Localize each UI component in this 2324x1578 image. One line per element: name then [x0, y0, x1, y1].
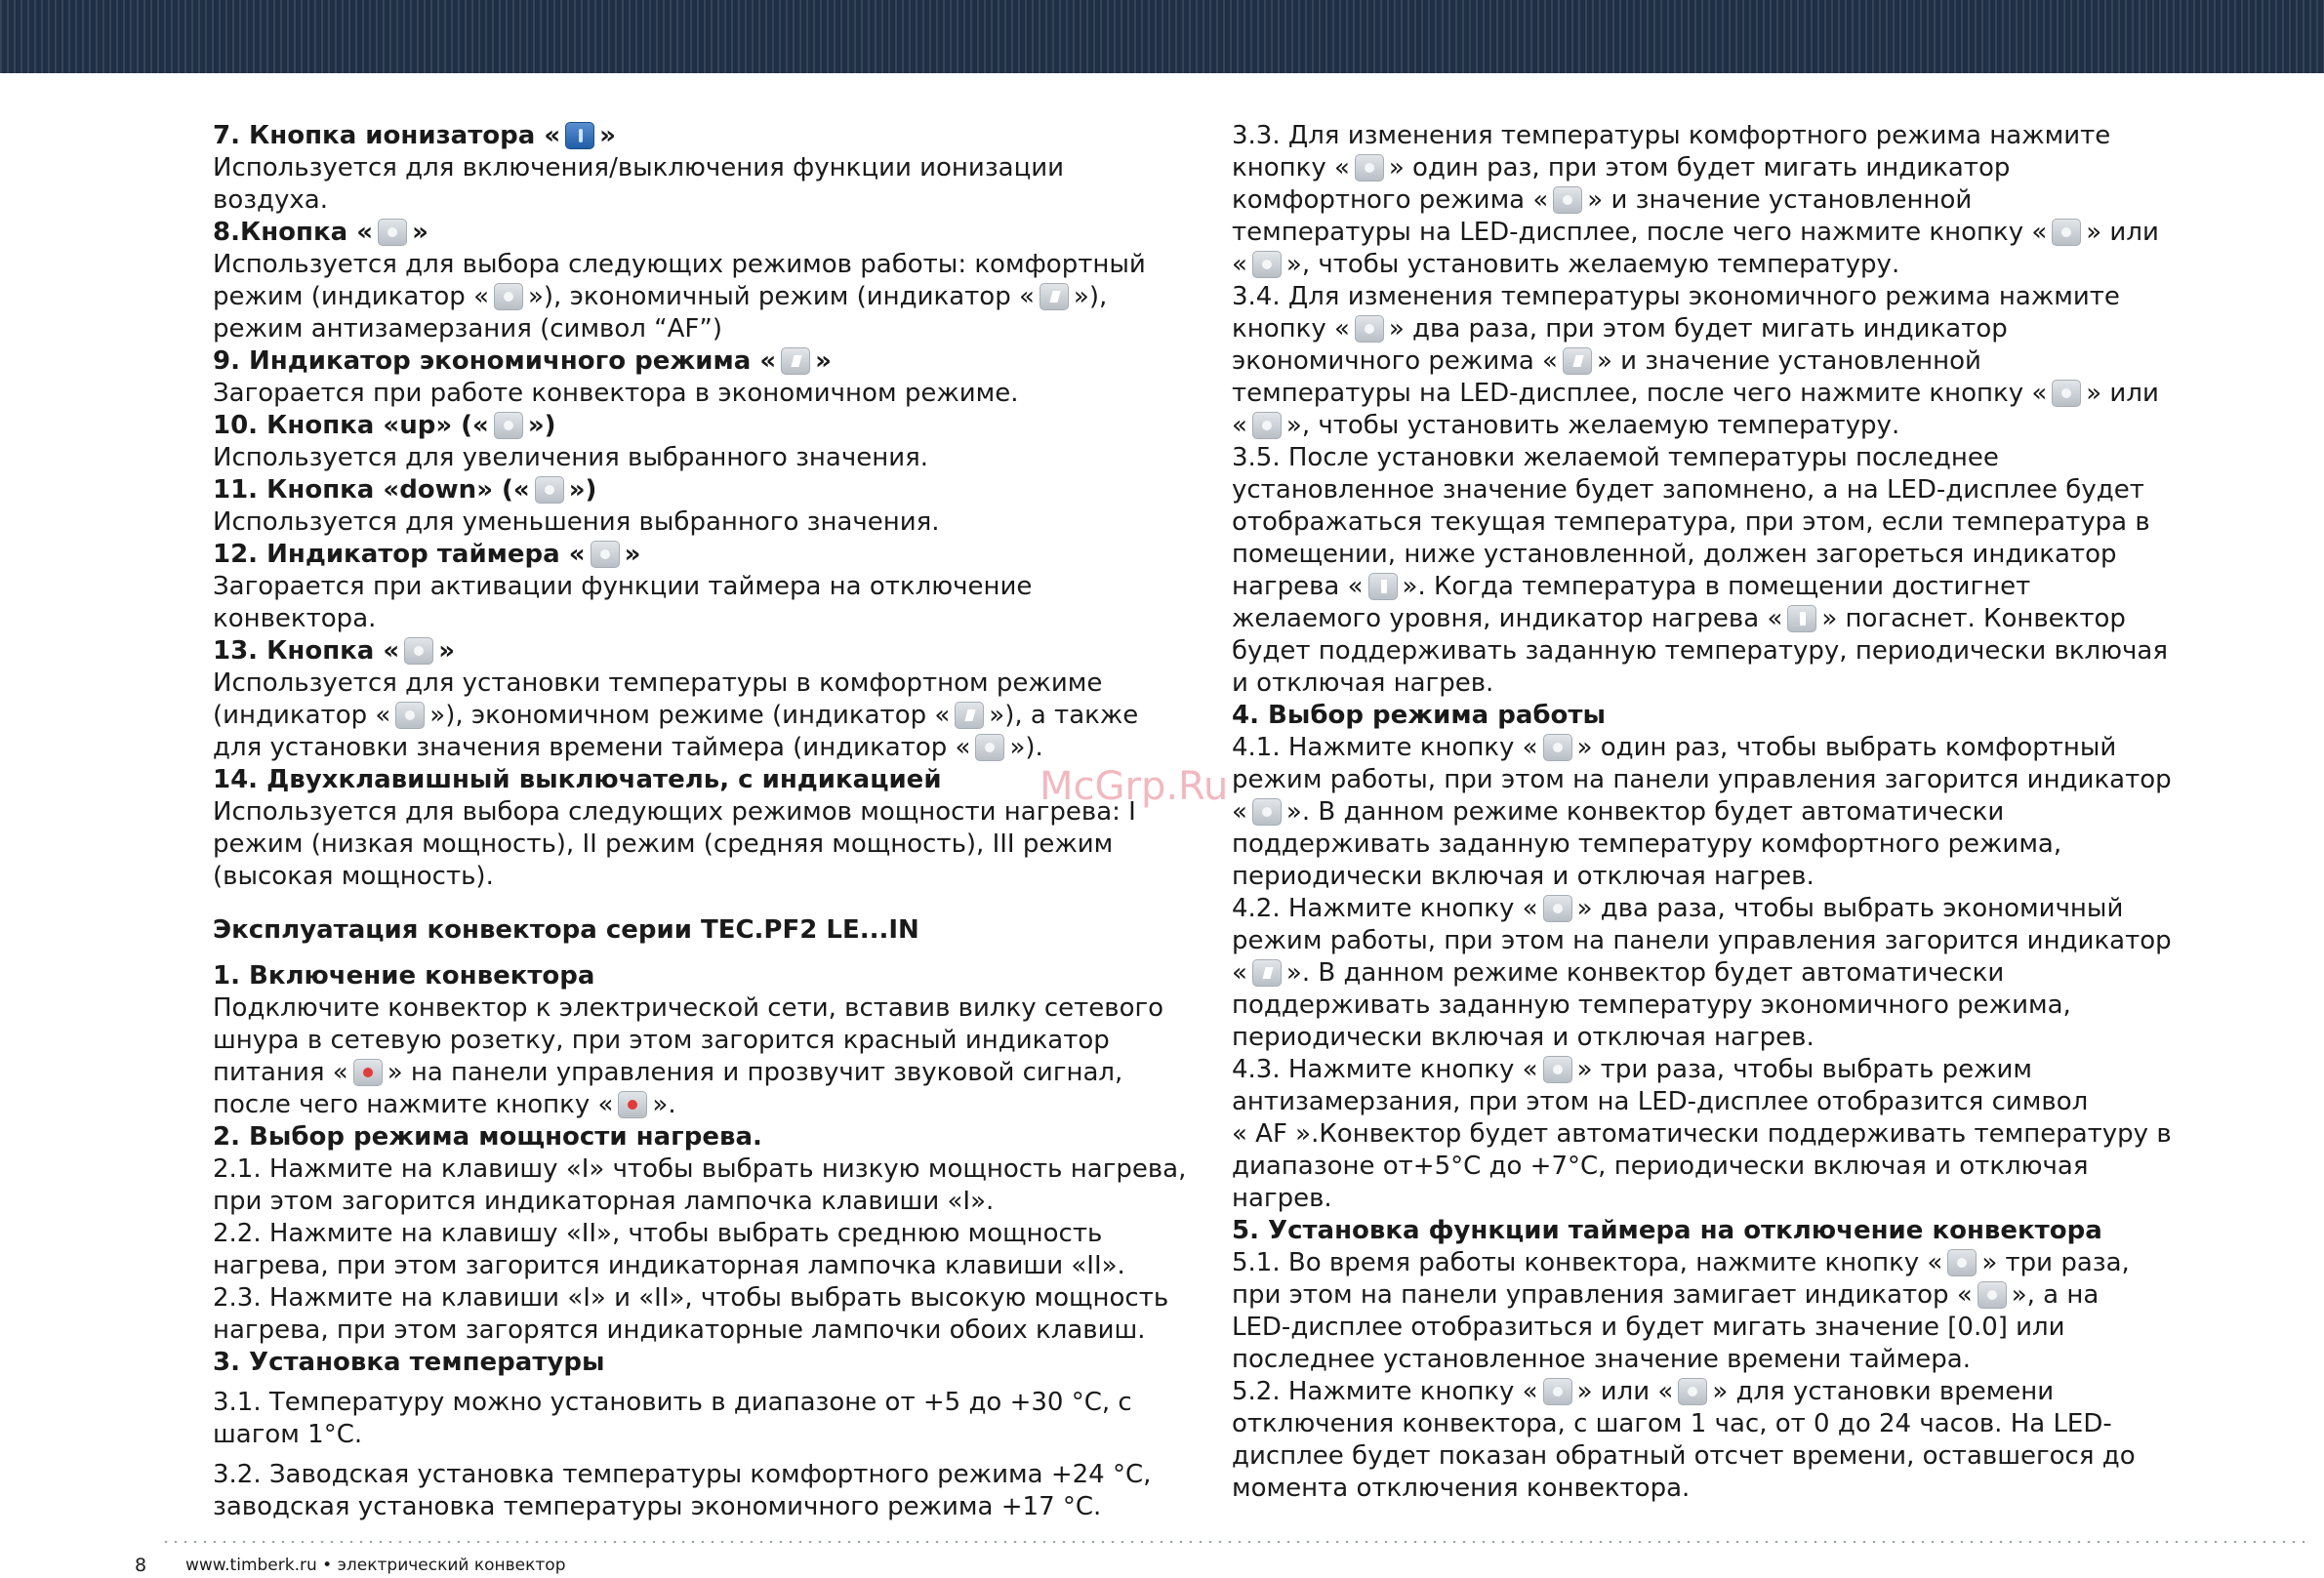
text-line: 4.2. Нажмите кнопку « » два раза, чтобы выбрать экономичный — [1232, 894, 2124, 923]
text-line: 2.2. Нажмите на клавишу «II», чтобы выбрать среднюю мощность — [213, 1219, 1103, 1248]
ionizer-heading: 7. Кнопка ионизатора « » — [213, 121, 616, 150]
text-line: 3.3. Для изменения температуры комфортного режима нажмите — [1232, 121, 2111, 150]
right-column — [1232, 120, 2208, 1505]
text-line: установленное значение будет запомнено, а на LED-дисплее будет — [1232, 475, 2144, 505]
text-line: нагрева, при этом загорится индикаторная лампочка клавиши «II». — [213, 1251, 1125, 1280]
timer-icon — [591, 541, 620, 568]
subsection-heading: 3. Установка температуры — [213, 1348, 605, 1377]
set-icon — [1355, 315, 1384, 343]
text-line: желаемого уровня, индикатор нагрева « » погаснет. Конвектор — [1232, 604, 2126, 633]
text-line: температуры на LED-дисплее, после чего нажмите кнопку « » или — [1232, 379, 2159, 408]
text-line: воздуха. — [213, 185, 329, 215]
eco-indicator-icon — [955, 702, 984, 729]
text-line: отображаться текущая температура, при этом, если температура в — [1232, 507, 2150, 537]
text-line: комфортного режима « » и значение установленной — [1232, 185, 1973, 215]
text-line: кнопку « » один раз, при этом будет мигать индикатор — [1232, 153, 2011, 182]
text-line: режим работы, при этом на панели управления загорится индикатор — [1232, 926, 2172, 955]
section-title: Эксплуатация конвектора серии TEC.PF2 LE...IN — [213, 915, 919, 945]
text-line: конвектора. — [213, 604, 377, 633]
watermark: McGrp.Ru — [1040, 764, 1229, 809]
text-line: 3.1. Температуру можно установить в диапазоне от +5 до +30 °С, с — [213, 1388, 1132, 1417]
timer-icon — [975, 734, 1004, 761]
text-line: Подключите конвектор к электрической сети, вставив вилку сетевого — [213, 993, 1164, 1023]
up-button-heading: 10. Кнопка «up» (« ») — [213, 411, 556, 440]
text-line: 3.2. Заводская установка температуры комфортного режима +24 °С, — [213, 1460, 1152, 1489]
text-line: Загорается при активации функции таймера на отключение — [213, 572, 1033, 601]
text-line: 5.2. Нажмите кнопку « » или « » для установки времени — [1232, 1377, 2055, 1406]
mode-icon — [378, 219, 407, 246]
text-line: LED-дисплее отобразиться и будет мигать значение [0.0] или — [1232, 1313, 2065, 1342]
text-line: помещении, ниже установленной, должен загореться индикатор — [1232, 540, 2117, 569]
down-button-heading: 11. Кнопка «down» (« ») — [213, 475, 597, 505]
up-icon — [1543, 1378, 1572, 1405]
set-button-heading: 13. Кнопка « » — [213, 636, 455, 666]
text-line: Используется для включения/выключения функции ионизации — [213, 153, 1065, 182]
comfort-indicator-icon — [494, 283, 523, 310]
down-icon — [535, 476, 564, 504]
eco-indicator-icon — [1563, 347, 1592, 375]
down-icon — [1252, 412, 1282, 439]
mode-icon — [1543, 1056, 1572, 1083]
text-line: 3.4. Для изменения температуры экономичного режима нажмите — [1232, 282, 2120, 311]
timer-icon — [1977, 1281, 2007, 1309]
power-button-icon — [618, 1091, 647, 1118]
eco-indicator-icon — [1252, 959, 1282, 987]
down-icon — [1252, 251, 1282, 278]
text-line: последнее установленное значение времени таймера. — [1232, 1345, 1971, 1374]
page-number: 8 — [135, 1555, 147, 1576]
eco-indicator-heading: 9. Индикатор экономичного режима « » — [213, 346, 832, 376]
text-line: поддерживать заданную температуру комфортного режима, — [1232, 829, 2062, 859]
text-line: периодически включая и отключая нагрев. — [1232, 862, 1814, 891]
text-line: (индикатор « »), экономичном режиме (индикатор « »), а также — [213, 701, 1139, 730]
footer-text: www.timberk.ru • электрический конвектор — [185, 1556, 566, 1575]
eco-indicator-icon — [1040, 283, 1069, 310]
heating-indicator-icon — [1787, 605, 1816, 632]
text-line: заводская установка температуры экономичного режима +17 °С. — [213, 1492, 1102, 1521]
text-line: и отключая нагрев. — [1232, 668, 1494, 698]
subsection-heading: 4. Выбор режима работы — [1232, 701, 1606, 730]
mode-icon — [1543, 734, 1572, 761]
eco-indicator-icon — [781, 347, 810, 375]
text-line: нагрев. — [1232, 1184, 1332, 1213]
text-line: « AF ».Конвектор будет автоматически поддерживать температуру в — [1232, 1119, 2172, 1149]
text-line: « ». В данном режиме конвектор будет автоматически — [1232, 797, 2005, 827]
text-line: температуры на LED-дисплее, после чего нажмите кнопку « » или — [1232, 218, 2159, 247]
text-line: отключения конвектора, с шагом 1 час, от 0 до 24 часов. На LED- — [1232, 1409, 2112, 1438]
text-line: будет поддерживать заданную температуру, периодически включая — [1232, 636, 2168, 666]
text-line: для установки значения времени таймера (индикатор « »). — [213, 733, 1043, 762]
text-line: « ». В данном режиме конвектор будет автоматически — [1232, 958, 2005, 988]
text-line: 2.3. Нажмите на клавиши «I» и «II», чтобы выбрать высокую мощность — [213, 1283, 1169, 1313]
down-icon — [1678, 1378, 1707, 1405]
text-line: Используется для уменьшения выбранного значения. — [213, 507, 940, 537]
mode-button-heading: 8.Кнопка « » — [213, 218, 428, 247]
text-line: 5.1. Во время работы конвектора, нажмите кнопку « » три раза, — [1232, 1248, 2130, 1277]
timer-indicator-heading: 12. Индикатор таймера « » — [213, 540, 641, 569]
text-line: (высокая мощность). — [213, 862, 494, 891]
left-column — [213, 120, 1189, 1523]
ionizer-icon — [565, 122, 594, 149]
set-icon — [1947, 1249, 1977, 1276]
set-icon — [1355, 154, 1384, 182]
text-line: шагом 1°С. — [213, 1420, 363, 1449]
text-line: 2.1. Нажмите на клавишу «I» чтобы выбрать низкую мощность нагрева, — [213, 1154, 1187, 1184]
text-line: режим работы, при этом на панели управления загорится индикатор — [1232, 765, 2172, 794]
switch-heading: 14. Двухклавишный выключатель, с индикацией — [213, 765, 942, 794]
text-line: диапазоне от+5°С до +7°С, периодически включая и отключая — [1232, 1152, 2089, 1181]
text-line: антизамерзания, при этом на LED-дисплее отобразится символ — [1232, 1087, 2089, 1116]
text-line: при этом загорится индикаторная лампочка клавиши «I». — [213, 1187, 995, 1216]
text-line: режим антизамерзания (символ “AF”) — [213, 314, 722, 344]
set-icon — [404, 637, 433, 665]
text-line: Используется для выбора следующих режимов работы: комфортный — [213, 250, 1146, 279]
text-line: 4.1. Нажмите кнопку « » один раз, чтобы выбрать комфортный — [1232, 733, 2117, 762]
subsection-heading: 2. Выбор режима мощности нагрева. — [213, 1122, 762, 1152]
text-line: дисплее будет показан обратный отсчет времени, оставшегося до — [1232, 1441, 2136, 1471]
power-indicator-icon — [353, 1059, 383, 1086]
subsection-heading: 5. Установка функции таймера на отключение конвектора — [1232, 1216, 2102, 1245]
comfort-indicator-icon — [395, 702, 425, 729]
text-line: нагрева « ». Когда температура в помещении достигнет — [1232, 572, 2031, 601]
up-icon — [2052, 219, 2081, 246]
text-line: Используется для установки температуры в комфортном режиме — [213, 668, 1103, 698]
footer-divider — [161, 1541, 2308, 1543]
mode-icon — [1543, 895, 1572, 922]
text-line: при этом на панели управления замигает индикатор « », а на — [1232, 1280, 2100, 1310]
text-line: режим (индикатор « »), экономичный режим (индикатор « »), — [213, 282, 1108, 311]
text-line: периодически включая и отключая нагрев. — [1232, 1023, 1814, 1052]
text-line: 4.3. Нажмите кнопку « » три раза, чтобы выбрать режим — [1232, 1055, 2033, 1084]
text-line: питания « » на панели управления и прозвучит звуковой сигнал, — [213, 1058, 1123, 1087]
up-icon — [2052, 380, 2081, 407]
text-line: 3.5. После установки желаемой температуры последнее — [1232, 443, 1999, 472]
subsection-heading: 1. Включение конвектора — [213, 961, 595, 991]
top-banner — [0, 0, 2324, 73]
text-line: шнура в сетевую розетку, при этом загорится красный индикатор — [213, 1026, 1110, 1055]
text-line: Используется для выбора следующих режимов мощности нагрева: I — [213, 797, 1136, 827]
text-line: Загорается при работе конвектора в экономичном режиме. — [213, 379, 1019, 408]
text-line: момента отключения конвектора. — [1232, 1474, 1691, 1503]
comfort-indicator-icon — [1553, 186, 1582, 214]
text-line: после чего нажмите кнопку « ». — [213, 1090, 676, 1119]
up-icon — [494, 412, 523, 439]
text-line: нагрева, при этом загорятся индикаторные лампочки обоих клавиш. — [213, 1315, 1146, 1345]
text-line: « », чтобы установить желаемую температуру. — [1232, 411, 1900, 440]
text-line: кнопку « » два раза, при этом будет мигать индикатор — [1232, 314, 2008, 344]
text-line: Используется для увеличения выбранного значения. — [213, 443, 929, 472]
text-line: режим (низкая мощность), II режим (средняя мощность), III режим — [213, 829, 1114, 859]
comfort-indicator-icon — [1252, 798, 1282, 826]
text-line: поддерживать заданную температуру экономичного режима, — [1232, 991, 2071, 1020]
text-line: экономичного режима « » и значение установленной — [1232, 346, 1981, 376]
heating-indicator-icon — [1368, 573, 1398, 600]
text-line: « », чтобы установить желаемую температуру. — [1232, 250, 1900, 279]
